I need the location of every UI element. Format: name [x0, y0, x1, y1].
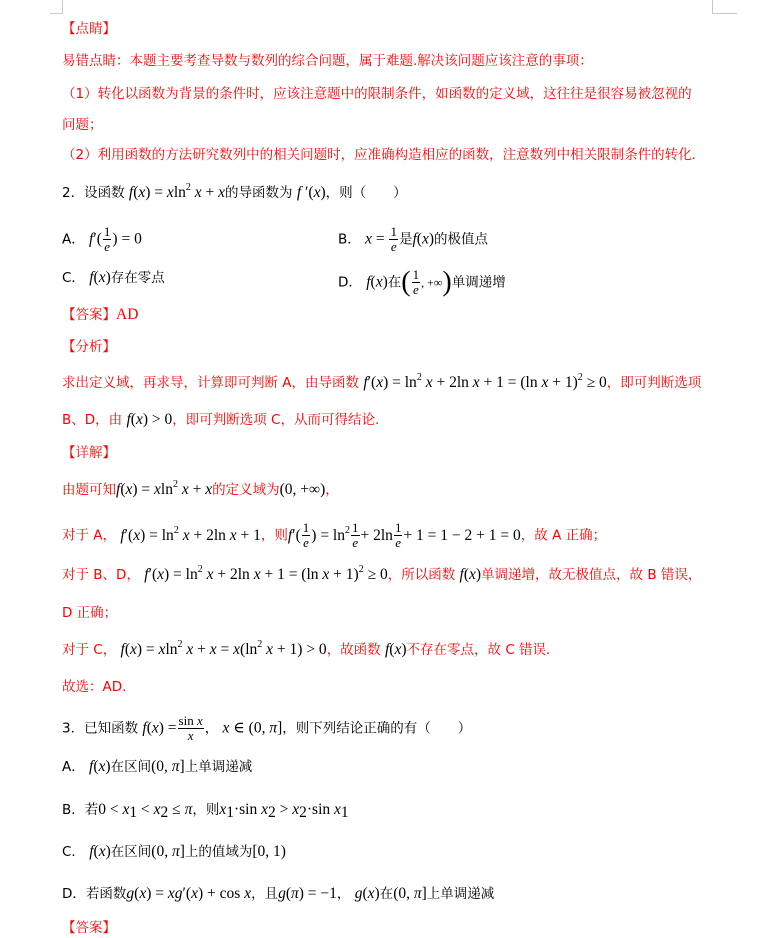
page-corner-top-left: [50, 0, 63, 14]
q2-func: f: [128, 184, 134, 201]
q2-option-b: B． x = $\frac{1}{e}$ 是f(x)的极值点: [338, 224, 488, 254]
option-label: C．: [62, 844, 85, 860]
q2-answer: [62, 305, 138, 325]
q3-option-b: B．若$0 < x_1 < x_2 \le \pi$，则$x_1\cdot\sin$ $x_2 > x_2\cdot\sin$ $x_1$: [62, 801, 349, 821]
option-label: B．: [62, 802, 85, 818]
q2-analysis-heading: 【分析】: [62, 339, 116, 355]
answer-value: AD: [116, 306, 139, 323]
q3-answer-heading-partial: 【答案】: [62, 920, 116, 936]
option-label: A．: [62, 759, 85, 775]
q3-number: 3．: [62, 720, 85, 737]
dianjing-intro: 易错点睛：本题主要考查导数与数列的综合问题，属于难题.解决该问题应该注意的事项：: [62, 53, 593, 69]
q2-option-d: D． f(x)在( $\frac{1}{e}$ , +∞)单调递增: [338, 266, 506, 298]
option-label: A．: [62, 231, 85, 248]
detail-text: 不存在零点，故 C 错误.: [406, 642, 551, 658]
dianjing-point1-line2: 问题；: [62, 117, 103, 133]
detail-text: 对于 B、D，: [62, 567, 140, 583]
detail-text: ，故 A 正确；: [520, 527, 607, 544]
detail-text: 的定义域为: [212, 482, 280, 498]
q3-stem-prefix: 已知函数: [84, 720, 139, 737]
detail-text: 单调递增，故无极值点，故 B 错误，: [481, 567, 702, 583]
q2-detail-line2: 对于 A， $f'(x) = \ln^2 x + 2\ln$ x + 1，则f′( $\frac{1}{e}$ ) = $\ln^2$ $\frac{1}{e}$ + 2ln $\frac{1}{e}$ + 1 = 1 − 2 + 1 = 0，故 A 正确；: [62, 520, 607, 550]
q2-stem-suffix: ，则（ ）: [325, 185, 407, 201]
detail-text: ，则: [260, 527, 288, 544]
analysis-text: 求出定义域，再求导，计算即可判断 A，由导函数: [62, 375, 360, 391]
q3-option-a: A． f(x)在区间(0, π]上单调递减: [62, 758, 253, 775]
q3-stem: 3．已知函数 f(x) = $\frac{\text{sin x}}{x}$ ， x ∈ (0, π]，则下列结论正确的有（ ）: [62, 713, 472, 743]
detail-text: ，: [325, 482, 339, 498]
q2-analysis-line2: B、D，由 f(x) > 0，即可判断选项 C，从而可得结论.: [62, 411, 380, 428]
q2-detail-line5: 对于 C， f(x) = xln$^2$ $x + x = x(\ln^2$ x + 1) > 0，故函数 f(x)不存在零点，故 C 错误.: [62, 639, 551, 658]
option-label: B．: [338, 231, 361, 248]
detail-text: ，故函数: [326, 642, 381, 658]
dianjing-point1-line1: （1）转化以函数为背景的条件时，应该注意题中的限制条件，如函数的定义域，这往往是很容易被忽视的: [62, 86, 692, 102]
option-label: D．: [62, 886, 86, 902]
dianjing-point2: （2）利用函数的方法研究数列中的相关问题时，应准确构造相应的函数，注意数列中相关限制条件的转化.: [62, 147, 696, 163]
q3-stem-suffix: ，则下列结论正确的有（ ）: [282, 720, 472, 737]
q2-conclusion: 故选：AD.: [62, 679, 127, 695]
analysis-text: ，即可判断选项: [606, 375, 702, 391]
q2-number: 2．: [62, 185, 85, 201]
q2-option-a: A． f′( $\frac{1}{e}$ ) = 0: [62, 224, 142, 254]
q2-detail-line4: D 正确；: [62, 605, 118, 621]
page-corner-top-right: [712, 0, 737, 14]
q2-detail-line1: 由题可知f(x) = xln$^2$ x + x的定义域为(0, +∞)，: [62, 479, 339, 498]
q2-option-c: C． f(x)存在零点: [62, 269, 165, 286]
q2-analysis-line1: 求出定义域，再求导，计算即可判断 A，由导函数 $f'(x) = \ln^2 x + 2\ln$ x + 1 = (ln x + 1)$^2$ ≥ 0，即可判断选项: [62, 372, 702, 391]
dianjing-heading: 【点睛】: [62, 21, 116, 37]
option-label: D．: [338, 274, 362, 291]
q3-option-d: D．若函数g(x) = xg′(x) + cos x，且g(π) = −1， g(x)在(0, π]上单调递减: [62, 885, 495, 902]
answer-heading: 【答案】: [62, 307, 116, 323]
option-label: C．: [62, 270, 85, 286]
q2-stem-prefix: 设函数: [84, 185, 125, 201]
analysis-text: B、D，由: [62, 412, 123, 428]
detail-text: 对于 A，: [62, 527, 117, 544]
analysis-text: ，即可判断选项 C，从而可得结论.: [172, 412, 380, 428]
q2-stem-mid: 的导函数为: [225, 185, 293, 201]
detail-text: 由题可知: [62, 482, 116, 498]
detail-text: 对于 C，: [62, 642, 117, 658]
q2-detail-line3: 对于 B、D， $f'(x) = \ln^2 x + 2\ln$ x + 1 = (ln x + 1)$^2$ ≥ 0，所以函数 f(x)单调递增，故无极值点，故 B 错误，: [62, 564, 702, 583]
q2-stem: 2．设函数 f(x) = xln$^2$ x + x的导函数为 f ′(x)，则（ ）: [62, 182, 407, 201]
q2-detail-heading: 【详解】: [62, 445, 116, 461]
detail-text: ，所以函数: [387, 567, 456, 583]
q3-option-c: C． f(x)在区间(0, π]上的值域为[0, 1): [62, 843, 286, 860]
